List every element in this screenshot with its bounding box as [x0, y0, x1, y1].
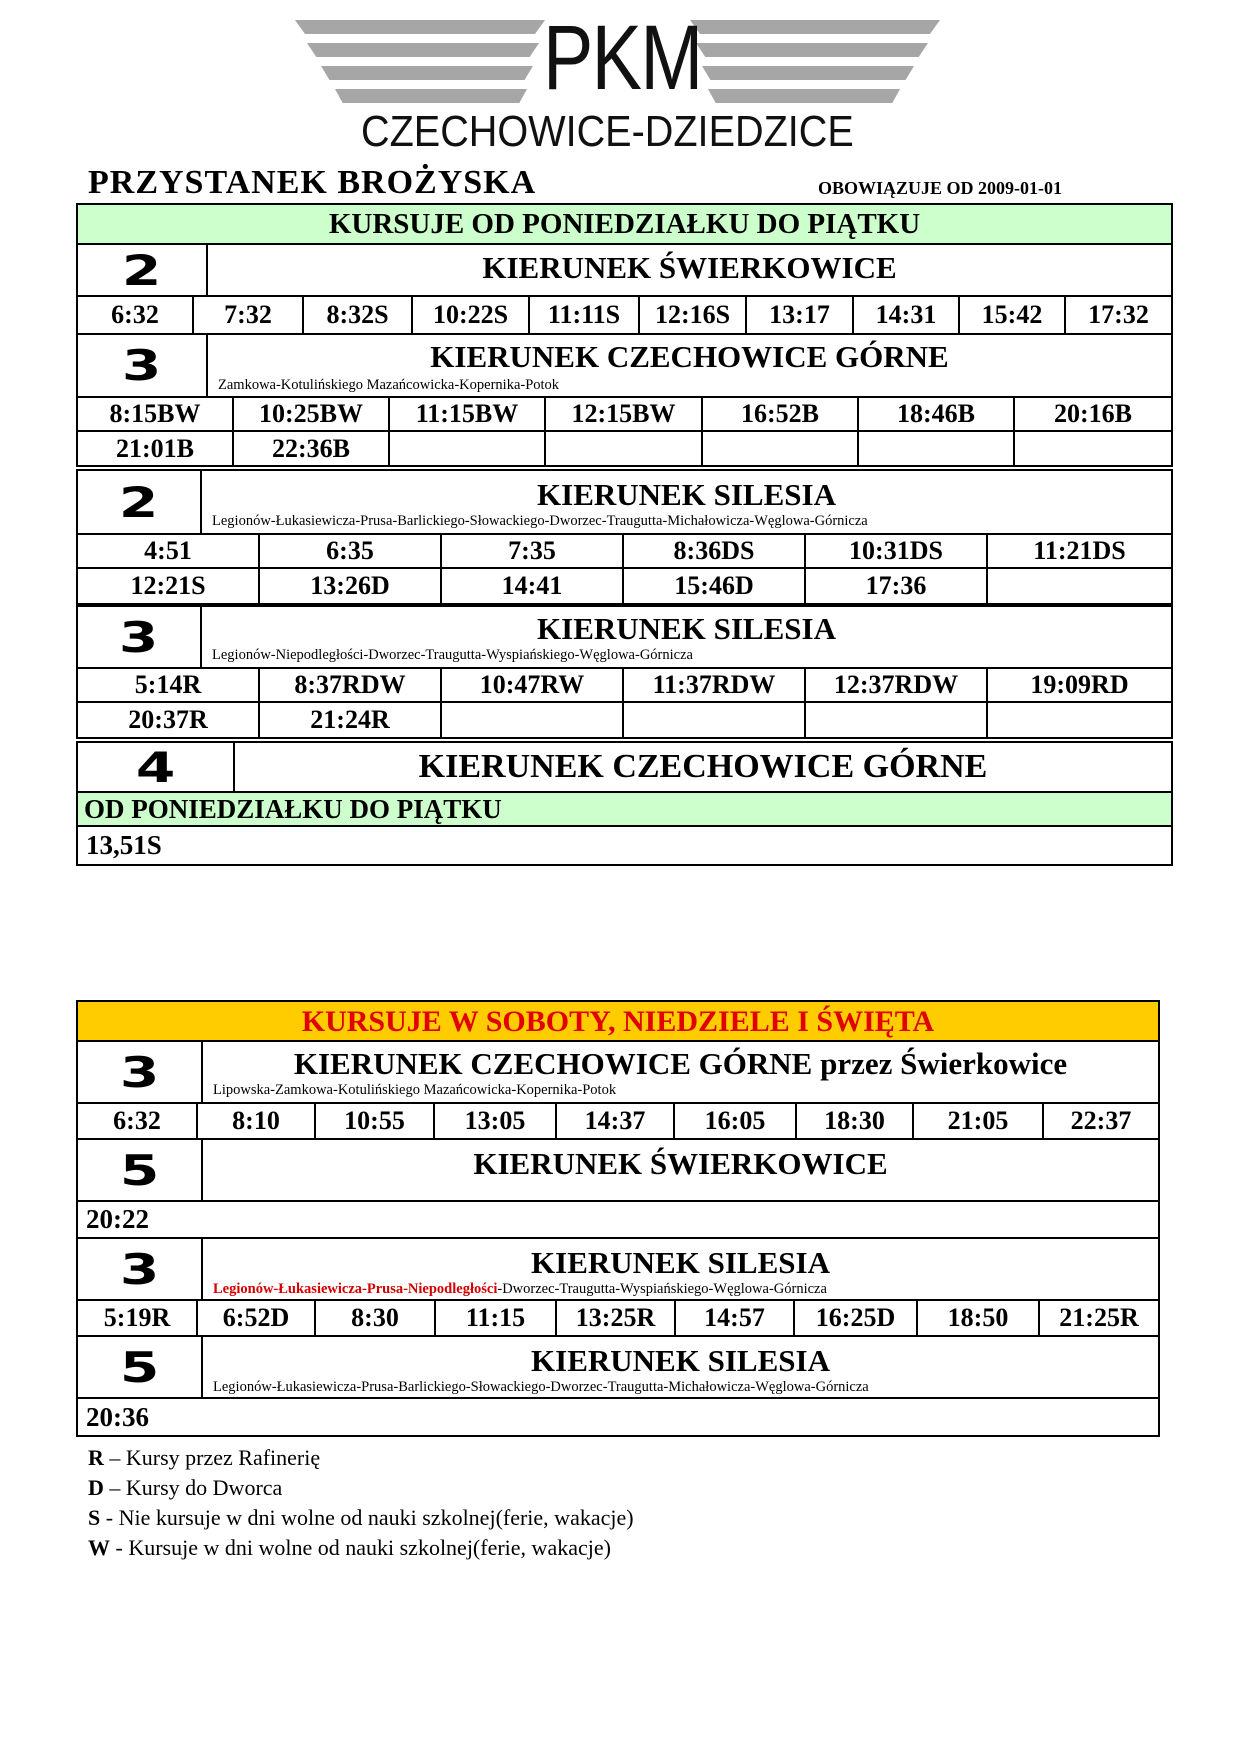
departure-time: 15:46D: [624, 569, 806, 603]
stop-title: PRZYSTANEK BROŻYSKA: [88, 164, 537, 201]
route-number: 3: [78, 607, 202, 667]
route-direction: KIERUNEK SILESIA: [537, 477, 836, 512]
departure-time: 5:14R: [78, 669, 260, 701]
route-header: [78, 335, 1171, 398]
times-row: [78, 535, 1171, 569]
route-block: [76, 605, 1173, 739]
departure-time: [988, 569, 1171, 603]
times-row: [78, 398, 1171, 432]
route-info: [203, 1337, 1158, 1397]
departure-time: 4:51: [78, 535, 260, 567]
departure-time: 8:10: [198, 1104, 316, 1138]
logo-stripe: [702, 66, 914, 80]
departure-time: 11:15: [436, 1301, 557, 1335]
departure-time: 7:32: [194, 297, 304, 333]
departure-time: 12:21S: [78, 569, 260, 603]
departure-time: 16:05: [675, 1104, 797, 1138]
departure-time: 21:05: [914, 1104, 1044, 1138]
departure-time: [390, 432, 546, 465]
departure-time: 21:01B: [78, 432, 234, 465]
route-info: [203, 1140, 1158, 1200]
route-info: [203, 1042, 1158, 1102]
departure-time: 16:25D: [795, 1301, 918, 1335]
route-number: 3: [78, 335, 208, 396]
route-direction: KIERUNEK ŚWIERKOWICE: [473, 1146, 888, 1181]
route-block: [76, 469, 1173, 605]
route-via: Legionów-Łukasiewicza-Prusa-Barlickiego-Słowackiego-Dworzec-Traugutta-Michałowicza-Węglowa-Górnicza: [213, 1379, 869, 1395]
departure-time: 14:41: [442, 569, 624, 603]
departure-time: [624, 703, 806, 737]
departure-time: 8:30: [316, 1301, 436, 1335]
departure-time: 7:35: [442, 535, 624, 567]
departure-time: 15:42: [960, 297, 1066, 333]
departure-time: 14:31: [854, 297, 960, 333]
departure-time: 20:16B: [1054, 399, 1132, 428]
route-info: [203, 1239, 1158, 1299]
departure-time: 19:09RD: [1030, 670, 1129, 699]
route-header: [78, 743, 1171, 793]
departure-time: 6:32: [78, 1104, 198, 1138]
logo-city: CZECHOWICE-DZIEDZICE: [361, 107, 854, 156]
route-info: [202, 607, 1171, 667]
departure-time: 11:11S: [530, 297, 640, 333]
times-row: [78, 432, 1171, 465]
departure-time: 18:50: [918, 1301, 1040, 1335]
departure-time: 13:17: [747, 297, 854, 333]
route-header: [78, 471, 1171, 535]
departure-time: [442, 703, 624, 737]
weekend-band: KURSUJE W SOBOTY, NIEDZIELE I ŚWIĘTA: [78, 1002, 1158, 1042]
route-via: Lipowska-Zamkowa-Kotulińskiego Mazańcowicka-Kopernika-Potok: [213, 1082, 617, 1098]
legend-item: R – Kursy przez Rafinerię: [88, 1445, 321, 1470]
route-via-rest: -Dworzec-Traugutta-Wyspiańskiego-Węglowa-Górnicza: [497, 1281, 827, 1297]
legend-item: S - Nie kursuje w dni wolne od nauki szkolnej(ferie, wakacje): [88, 1505, 634, 1530]
departure-time: 13,51S: [86, 830, 162, 860]
departure-time: [859, 432, 1015, 465]
logo-stripe: [295, 20, 545, 34]
route-direction: KIERUNEK ŚWIERKOWICE: [482, 250, 897, 285]
departure-time: 17:36: [806, 569, 988, 603]
route-direction: KIERUNEK SILESIA: [531, 1245, 830, 1280]
route-info: [202, 471, 1171, 533]
route-via: Legionów-Łukasiewicza-Prusa-Barlickiego-Słowackiego-Dworzec-Traugutta-Michałowicza-Węglowa-Górnicza: [212, 513, 868, 529]
route-block: [76, 335, 1173, 467]
departure-time: 13:05: [435, 1104, 557, 1138]
times-row: [78, 297, 1171, 333]
times-row: [78, 669, 1171, 703]
departure-time: [1015, 432, 1171, 465]
valid-from: OBOWIĄZUJE OD 2009-01-01: [818, 178, 1063, 198]
departure-time: 8:15BW: [78, 398, 234, 430]
route-direction: KIERUNEK SILESIA: [537, 611, 836, 646]
route-header: [78, 1140, 1158, 1202]
route-number: 3: [78, 1042, 203, 1102]
departure-time: 10:25BW: [234, 398, 390, 430]
departure-time: 20:22: [78, 1202, 1158, 1239]
pkm-logo: [295, 7, 940, 156]
route4-days-band: OD PONIEDZIAŁKU DO PIĄTKU: [78, 793, 1171, 827]
weekend-timetable: [76, 1000, 1160, 1437]
departure-time: 14:57: [676, 1301, 795, 1335]
departure-time: 10:47RW: [442, 669, 624, 701]
departure-time: 13:25R: [557, 1301, 676, 1335]
departure-time: 10:55: [316, 1104, 435, 1138]
route-info: [208, 245, 1171, 295]
route-via-highlight: Legionów-Łukasiewicza-Prusa-Niepodległości: [213, 1281, 498, 1297]
departure-time: 16:52B: [703, 398, 859, 430]
logo-stripe: [335, 89, 527, 103]
route-header: [78, 245, 1171, 297]
route-info: [235, 743, 1171, 791]
route-number: 5: [78, 1140, 203, 1200]
departure-time: 11:15BW: [390, 398, 546, 430]
legend: [88, 1443, 634, 1563]
departure-time: 6:52D: [198, 1301, 316, 1335]
times-row: [78, 1104, 1158, 1140]
departure-time: 6:32: [78, 297, 194, 333]
departure-time: 12:16S: [640, 297, 747, 333]
departure-time: 8:37RDW: [260, 669, 442, 701]
departure-time: 11:21DS: [1033, 536, 1126, 565]
route-header: [78, 1337, 1158, 1399]
route-header: [78, 607, 1171, 669]
departure-time: 13:26D: [260, 569, 442, 603]
departure-time: [988, 703, 1171, 737]
route-number: 2: [78, 245, 208, 295]
logo-stripe: [696, 43, 928, 57]
route-number: 2: [78, 471, 202, 533]
departure-time: 22:36B: [234, 432, 390, 465]
route-info: [208, 335, 1171, 396]
route-header: [78, 1239, 1158, 1301]
legend-item: D – Kursy do Dworca: [88, 1475, 283, 1500]
departure-time: 6:35: [260, 535, 442, 567]
departure-time: 11:37RDW: [624, 669, 806, 701]
logo-stripe: [321, 66, 533, 80]
route-via: Legionów-Niepodległości-Dworzec-Traugutta-Wyspiańskiego-Węglowa-Górnicza: [212, 647, 693, 663]
route-direction: KIERUNEK CZECHOWICE GÓRNE: [418, 748, 988, 785]
route-number: 4: [78, 743, 235, 791]
departure-time: 12:15BW: [546, 398, 703, 430]
departure-time: 21:25R: [1059, 1303, 1139, 1332]
route-direction: KIERUNEK SILESIA: [531, 1343, 830, 1378]
departure-time: 14:37: [557, 1104, 675, 1138]
route-header: [78, 1042, 1158, 1104]
departure-time: 8:32S: [304, 297, 413, 333]
departure-time: 20:36: [86, 1401, 149, 1432]
departure-time: 10:22S: [413, 297, 530, 333]
legend-item: W - Kursuje w dni wolne od nauki szkolnej(ferie, wakacje): [88, 1535, 611, 1560]
departure-time: 5:19R: [78, 1301, 198, 1335]
weekday-timetable: [76, 203, 1173, 335]
route-direction: KIERUNEK CZECHOWICE GÓRNE: [430, 339, 949, 374]
route-via: Zamkowa-Kotulińskiego Mazańcowicka-Kopernika-Potok: [218, 377, 560, 393]
departure-time: [703, 432, 859, 465]
route-via: [213, 1281, 827, 1298]
departure-time: 18:46B: [859, 398, 1015, 430]
departure-time: 22:37: [1070, 1106, 1132, 1135]
route-direction: KIERUNEK CZECHOWICE GÓRNE przez Świerkowice: [293, 1046, 1068, 1081]
times-row: [78, 703, 1171, 737]
times-row: [78, 569, 1171, 603]
weekday-band: KURSUJE OD PONIEDZIAŁKU DO PIĄTKU: [78, 205, 1171, 245]
departure-time: 18:30: [797, 1104, 914, 1138]
departure-time: 17:32: [1088, 300, 1149, 329]
route-block: [76, 741, 1173, 866]
logo-stripe: [307, 43, 539, 57]
departure-time: 12:37RDW: [806, 669, 988, 701]
departure-time: [806, 703, 988, 737]
departure-time: [546, 432, 703, 465]
departure-time: 10:31DS: [806, 535, 988, 567]
logo-brand: PKM: [543, 7, 702, 109]
route-number: 3: [78, 1239, 203, 1299]
logo-stripe: [708, 89, 900, 103]
route-number: 5: [78, 1337, 203, 1397]
times-row: [78, 1301, 1158, 1337]
logo-stripe: [690, 20, 940, 34]
departure-time: 20:37R: [78, 703, 260, 737]
departure-time: 8:36DS: [624, 535, 806, 567]
departure-time: 21:24R: [260, 703, 442, 737]
